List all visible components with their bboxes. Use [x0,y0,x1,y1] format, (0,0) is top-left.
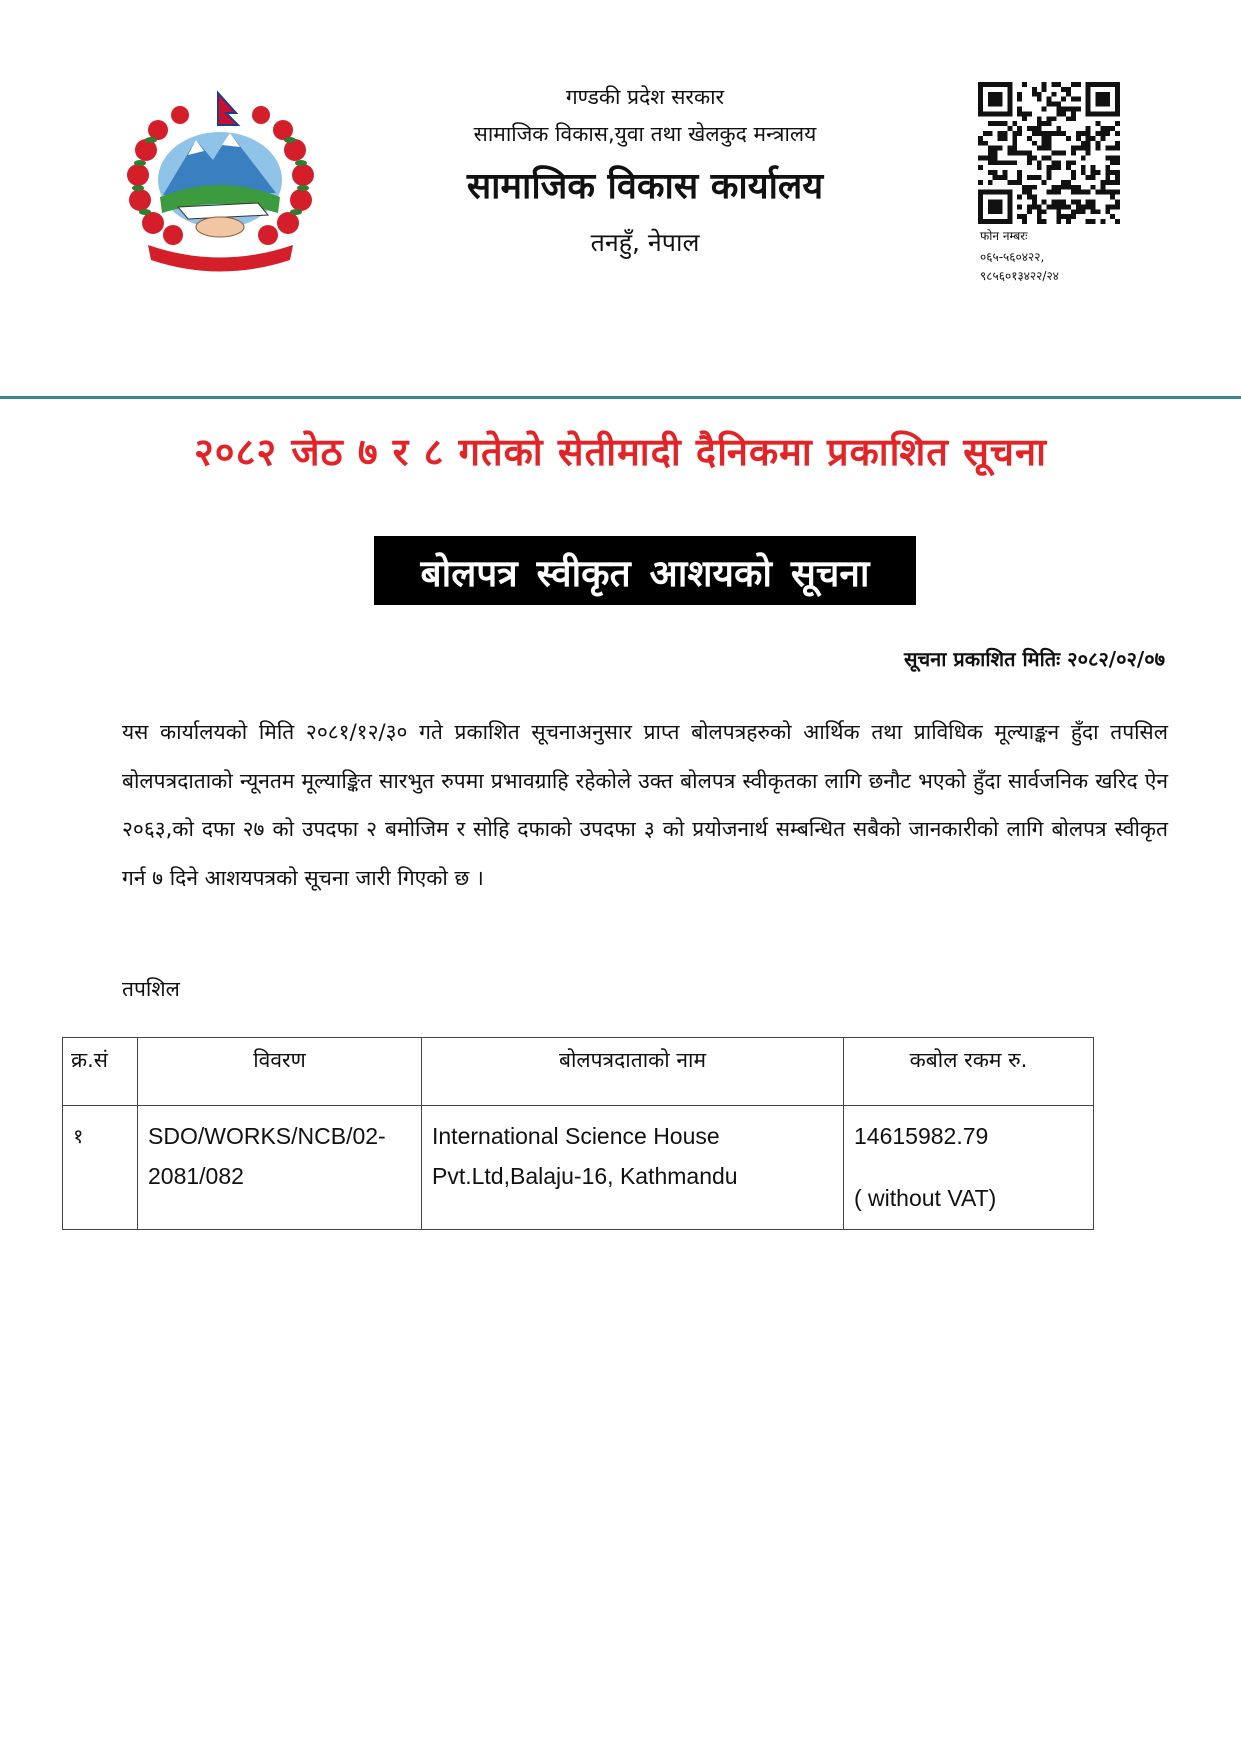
nepal-emblem-logo [118,85,323,275]
cell-bidder: International Science House Pvt.Ltd,Balaju-16, Kathmandu [422,1106,844,1230]
bid-amount: 14615982.79 [854,1123,989,1149]
bid-table [62,1037,1094,1230]
office-name: सामाजिक विकास कार्यालय [466,166,824,207]
cell-sn: १ [63,1106,138,1230]
details-label: तपशिल [122,977,180,1001]
phone-label: फोन नम्बरः [980,229,1028,243]
column-header-bidder: बोलपत्रदाताको नाम [422,1038,844,1106]
column-header-sn: क्र.सं [63,1038,138,1106]
qr-code [978,82,1120,224]
notice-body: यस कार्यालयको मिति २०८१/१२/३० गते प्रकाशित सूचनाअनुसार प्राप्त बोलपत्रहरुको आर्थिक तथा प्राविधिक मूल्याङ्कन हुँदा तपसिल बोलपत्रदाताको न्यूनतम मूल्याङ्कित सारभुत रुपमा प्रभावग्राहि रहेकोले उक्त बोलपत्र स्वीकृतका लागि छनौट भएको हुँदा सार्वजनिक खरिद ऐन २०६३,को दफा २७ को उपदफा २ बमोजिम र सोहि दफाको उपदफा ३ को प्रयोजनार्थ सम्बन्धित सबैको जानकारीको लागि बोलपत्र स्वीकृत गर्न ७ दिने आशयपत्रको सूचना जारी गिएको छ । [122,720,1168,890]
publication-headline: २०८२ जेठ ७ र ८ गतेको सेतीमादी दैनिकमा प्रकाशित सूचना [194,430,1047,474]
column-header-description: विवरण [138,1038,422,1106]
cell-amount [844,1106,1094,1230]
table-header-row [63,1038,1094,1106]
phone-number: ९८५६०१३४२२/२४ [980,269,1059,283]
bid-amount-note: ( without VAT) [854,1185,997,1211]
notice-title: बोलपत्र स्वीकृत आशयको सूचना [420,552,870,595]
government-name: गण्डकी प्रदेश सरकार [565,85,725,109]
table-row [63,1106,1094,1230]
header-divider [0,396,1241,399]
publication-date: सूचना प्रकाशित मितिः २०८२/०२/०७ [903,647,1165,671]
column-header-amount: कबोल रकम रु. [844,1038,1094,1106]
phone-number: ०६५-५६०४२२, [980,250,1045,264]
ministry-name: सामाजिक विकास,युवा तथा खेलकुद मन्त्रालय [473,122,817,146]
office-location: तनहुँ, नेपाल [590,228,700,257]
cell-description: SDO/WORKS/NCB/02-2081/082 [138,1106,422,1230]
